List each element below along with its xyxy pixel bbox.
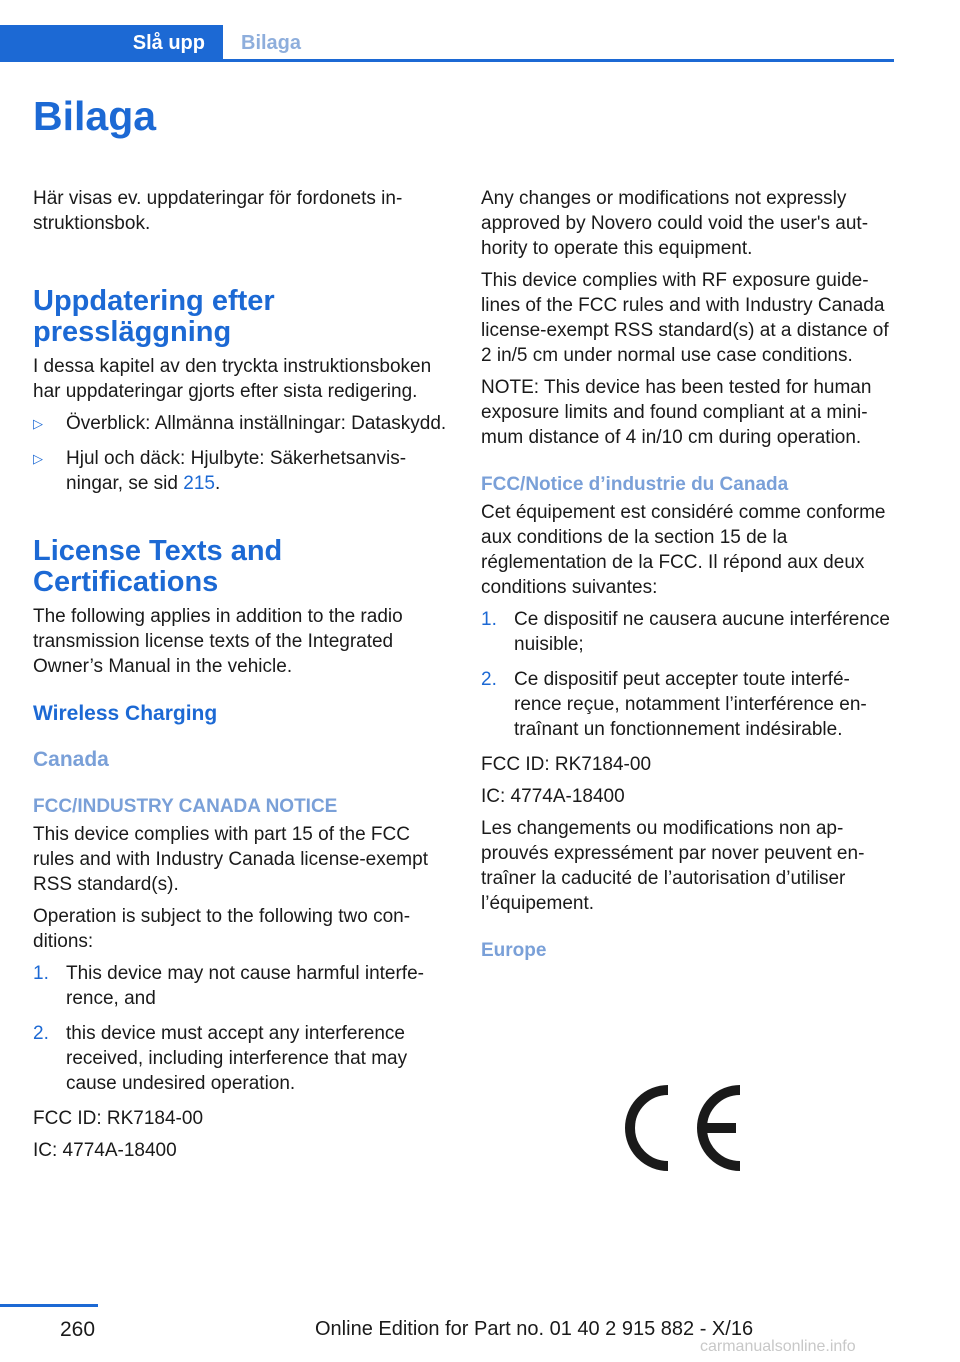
fr-conditions-list	[481, 607, 891, 742]
list-item	[33, 961, 448, 1011]
ic-number: IC: 4774A-18400	[481, 786, 625, 807]
license-heading: License Texts and Certifications	[33, 535, 283, 598]
list-item-suffix: .	[214, 473, 221, 494]
notice-heading: FCC/INDUSTRY CANADA NOTICE	[33, 796, 338, 817]
list-item-text: Ce dispositif peut accepter toute interférence reçue, notamment l’interférence entraînant un fonctionnement indésirable.	[514, 669, 867, 740]
tab-sla-upp-label: Slå upp	[132, 32, 205, 54]
page-number: 260	[60, 1318, 96, 1341]
update-text: I dessa kapitel av den tryckta instruktionsboken har uppdateringar gjorts efter sista redigering.	[33, 356, 432, 402]
list-item-text: Ce dispositif ne causera aucune interférence nuisible;	[514, 609, 891, 655]
right-column	[481, 186, 891, 966]
list-item	[33, 411, 448, 436]
list-item-text: Hjul och däck: Hjulbyte: Säkerhetsanvisningar, se sid	[66, 448, 407, 494]
fcc-id: FCC ID: RK7184-00	[481, 754, 652, 775]
rf-text: This device complies with RF exposure guidelines of the FCC rules and with Industry Canada license-exempt RSS standard(s) at a distance of 2 in/5 cm under normal use case conditions.	[481, 270, 889, 366]
intro-text: Här visas ev. uppdateringar för fordonets instruktionsbok.	[33, 188, 403, 234]
conditions-list	[33, 961, 448, 1096]
fr-heading: FCC/Notice d’industrie du Canada	[481, 474, 789, 495]
tab-underline	[223, 59, 894, 62]
ic-number: IC: 4774A-18400	[33, 1140, 177, 1161]
list-item	[481, 607, 891, 657]
triangle-bullet-icon: ▷	[33, 416, 43, 431]
list-item-text: This device may not cause harmful interference, and	[66, 963, 424, 1009]
tab-sla-upp[interactable]	[0, 25, 223, 62]
edition-text: Online Edition for Part no. 01 40 2 915 882 - X/16	[315, 1318, 754, 1340]
triangle-bullet-icon: ▷	[33, 451, 43, 466]
canada-heading: Canada	[33, 748, 109, 771]
operation-text: Operation is subject to the following two conditions:	[33, 906, 411, 952]
update-heading: Uppdatering efter pressläggning	[33, 285, 275, 348]
left-column	[33, 186, 448, 1170]
tab-bilaga[interactable]	[241, 25, 301, 62]
fr-text: Cet équipement est considéré comme conforme aux conditions de la section 15 de la réglementation de la FCC. Il répond aux deux conditions suivantes:	[481, 502, 886, 598]
license-text: The following applies in addition to the radio transmission license texts of the Integrated Owner’s Manual in the vehicle.	[33, 606, 403, 677]
update-list	[33, 411, 448, 496]
changes-fr-text: Les changements ou modifications non approuvés expressément par nover peuvent entraîner la caducité de l’autorisation d’utiliser l’équipement.	[481, 818, 865, 914]
list-item-text: Överblick: Allmänna inställningar: Dataskydd.	[66, 413, 447, 434]
footer-accent-bar	[0, 1304, 98, 1307]
list-number: 1.	[481, 609, 497, 630]
notice-text: This device complies with part 15 of the FCC rules and with Industry Canada license-exempt RSS standard(s).	[33, 824, 428, 895]
list-item	[33, 1021, 448, 1096]
page-link-215[interactable]: 215	[183, 473, 215, 494]
watermark-text: carmanualsonline.info	[700, 1338, 856, 1355]
list-item	[481, 667, 891, 742]
fcc-id: FCC ID: RK7184-00	[33, 1108, 204, 1129]
changes-text: Any changes or modifications not expressly approved by Novero could void the user's authority to operate this equipment.	[481, 188, 869, 259]
page-title: Bilaga	[33, 93, 157, 139]
list-item-text: this device must accept any interference received, including interference that may cause undesired operation.	[66, 1023, 408, 1094]
list-number: 1.	[33, 963, 49, 984]
header-tabbar	[0, 25, 894, 62]
tab-bilaga-label: Bilaga	[241, 32, 302, 54]
wireless-heading: Wireless Charging	[33, 702, 218, 725]
list-item	[33, 446, 448, 496]
note-text: NOTE: This device has been tested for human exposure limits and found compliant at a minimum distance of 4 in/10 cm during operation.	[481, 377, 872, 448]
ce-mark-icon	[624, 1084, 746, 1172]
list-number: 2.	[33, 1023, 49, 1044]
list-number: 2.	[481, 669, 497, 690]
europe-heading: Europe	[481, 940, 547, 961]
